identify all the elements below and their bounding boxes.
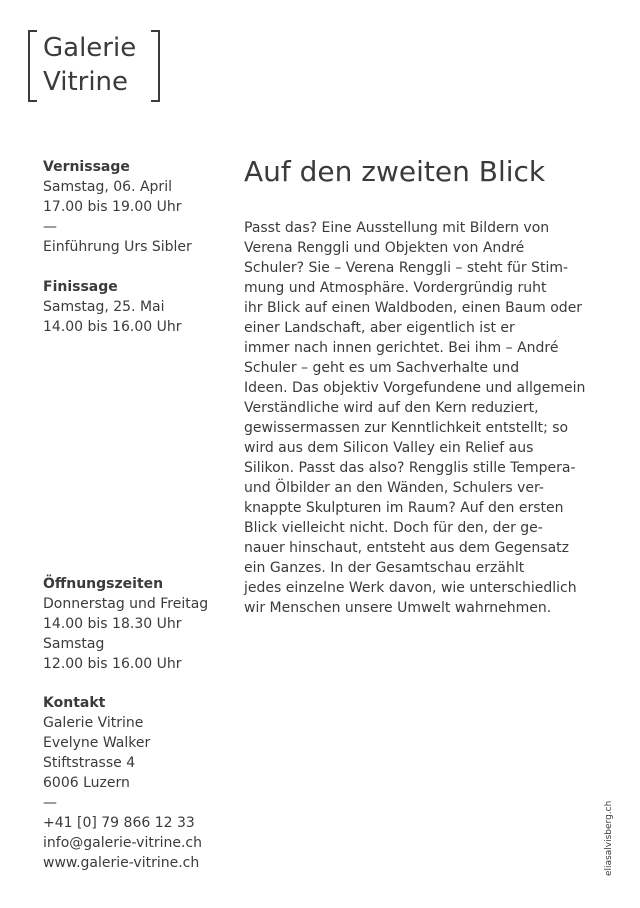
- finissage-heading: Finissage: [43, 279, 118, 295]
- vernissage-date: Samstag, 06. April: [43, 179, 172, 195]
- article-line: Passt das? Eine Ausstellung mit Bildern von: [244, 220, 550, 236]
- finissage-time: 14.00 bis 16.00 Uhr: [43, 319, 182, 335]
- contact-line: Galerie Vitrine: [43, 715, 144, 731]
- contact-line: 6006 Luzern: [43, 775, 130, 791]
- finissage-block: [43, 277, 181, 337]
- article-line: immer nach innen gerichtet. Bei ihm – André: [244, 340, 559, 356]
- article-line: einer Landschaft, aber eigentlich ist er: [244, 320, 515, 336]
- gallery-logo: [28, 30, 160, 102]
- article-body: [244, 218, 584, 618]
- vernissage-heading: Vernissage: [43, 159, 130, 175]
- designer-credit: eliasalvisberg.ch: [604, 800, 614, 876]
- vernissage-dash: —: [43, 219, 57, 235]
- article-line: gewissermassen zur Kenntlichkeit entstellt; so: [244, 420, 569, 436]
- article-line: Silikon. Passt das also? Rengglis stille Tempera-: [244, 460, 576, 476]
- opening-hours-line: 12.00 bis 16.00 Uhr: [43, 656, 182, 672]
- article-line: Ideen. Das objektiv Vorgefundene und allgemein: [244, 380, 586, 396]
- logo-bracket-left: [28, 30, 37, 102]
- article-line: mung und Atmosphäre. Vordergründig ruht: [244, 280, 547, 296]
- article-line: wir Menschen unsere Umwelt wahrnehmen.: [244, 600, 552, 616]
- contact-phone: +41 [0] 79 866 12 33: [43, 815, 195, 831]
- article-line: Verena Renggli und Objekten von André: [244, 240, 525, 256]
- finissage-date: Samstag, 25. Mai: [43, 299, 165, 315]
- contact-block: [43, 693, 202, 873]
- logo-line-1: Galerie: [43, 33, 137, 63]
- contact-line: Stiftstrasse 4: [43, 755, 136, 771]
- opening-hours-line: Samstag: [43, 636, 105, 652]
- contact-website[interactable]: www.galerie-vitrine.ch: [43, 855, 200, 871]
- article-title: Auf den zweiten Blick: [244, 155, 546, 188]
- contact-heading: Kontakt: [43, 695, 106, 711]
- opening-hours-line: 14.00 bis 18.30 Uhr: [43, 616, 182, 632]
- opening-hours-block: [43, 574, 208, 674]
- article-line: Blick vielleicht nicht. Doch für den, der ge-: [244, 520, 543, 536]
- article-line: ihr Blick auf einen Waldboden, einen Baum oder: [244, 300, 583, 316]
- logo-bracket-right: [151, 30, 160, 102]
- article-line: Schuler – geht es um Sachverhalte und: [244, 360, 520, 376]
- vernissage-time: 17.00 bis 19.00 Uhr: [43, 199, 182, 215]
- vernissage-note: Einführung Urs Sibler: [43, 239, 192, 255]
- logo-text: [43, 31, 136, 99]
- article-line: wird aus dem Silicon Valley ein Relief aus: [244, 440, 534, 456]
- contact-line: Evelyne Walker: [43, 735, 151, 751]
- opening-hours-heading: Öffnungszeiten: [43, 576, 164, 592]
- contact-email[interactable]: info@galerie-vitrine.ch: [43, 835, 202, 851]
- article-line: ein Ganzes. In der Gesamtschau erzählt: [244, 560, 525, 576]
- article-line: jedes einzelne Werk davon, wie unterschiedlich: [244, 580, 577, 596]
- article-line: und Ölbilder an den Wänden, Schulers ver-: [244, 480, 544, 496]
- vernissage-block: [43, 157, 192, 257]
- contact-dash: —: [43, 795, 57, 811]
- article-line: nauer hinschaut, entsteht aus dem Gegensatz: [244, 540, 570, 556]
- logo-line-2: Vitrine: [43, 67, 129, 97]
- article-line: knappte Skulpturen im Raum? Auf den ersten: [244, 500, 564, 516]
- opening-hours-line: Donnerstag und Freitag: [43, 596, 209, 612]
- article-line: Schuler? Sie – Verena Renggli – steht für Stim-: [244, 260, 569, 276]
- article-line: Verständliche wird auf den Kern reduziert,: [244, 400, 539, 416]
